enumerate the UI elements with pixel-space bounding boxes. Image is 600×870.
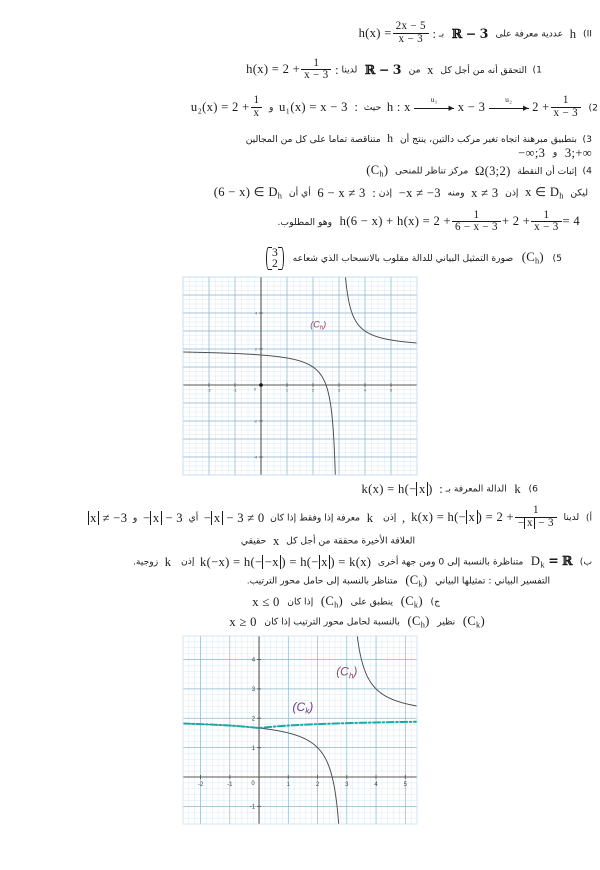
q4-sum-den1: 6 − x − 3 (452, 221, 501, 234)
q6c-curve-k-open: (C (400, 594, 414, 609)
heading-colon: : (432, 26, 437, 41)
q4-proof-sixin-text: (6 − x) ∈ D (213, 184, 278, 199)
q4-proof-line2 (0, 210, 600, 234)
q1-colon: : (335, 63, 339, 78)
q1-text: التحقق أنه من أجل كل (440, 64, 527, 76)
q6c-marker: ج) (430, 596, 440, 608)
q6a-cond3: x ≠ −3 (88, 512, 128, 525)
q2-u2-den: x (251, 107, 263, 120)
q5-vector-top: 3 (271, 245, 279, 259)
q4-sum-den2: x − 3 (531, 221, 561, 234)
svg-text:-1: -1 (227, 782, 233, 789)
q1-var: x (427, 63, 434, 78)
q4-number: 4) (582, 165, 592, 177)
q6b-interp-curve (405, 574, 427, 589)
q2-u2-fraction (251, 95, 263, 119)
q3-interval1: −∞;3 (518, 145, 546, 160)
q2-map-mid: x − 3 (457, 99, 486, 114)
q1-number: 1) (532, 64, 542, 76)
q3-interval2: 3;+∞ (564, 145, 592, 160)
svg-text:2: 2 (312, 388, 314, 393)
q6a-and: و (132, 512, 138, 524)
svg-text:0: 0 (251, 781, 255, 788)
q2-u2-num: 1 (253, 94, 260, 107)
q6c-curve-h-sub: h (334, 600, 339, 610)
q6a-have: لدينا (563, 512, 580, 524)
q6c-line2-curve-k (463, 615, 485, 630)
q6b-interp2-text: متناظر بالنسبة إلى حامل محور الترتيب. (246, 576, 398, 588)
q5-curve-open: (C (521, 250, 535, 265)
q6c-curve-k-sub: k (413, 600, 419, 610)
q1-frac-den: x − 3 (301, 69, 331, 82)
q6c-cond: x ≤ 0 (252, 595, 280, 610)
q5-curve-close: ) (539, 250, 544, 265)
q4-curve-close: ) (383, 163, 389, 178)
q4-proof-so: إذن (378, 187, 393, 199)
q1-formula-lhs: h(x) = 2 + (246, 62, 301, 77)
q4-proof-neq3: x ≠ 3 (471, 185, 499, 200)
q4-sum-num1: 1 (473, 208, 480, 221)
q4-proof-means: أي أن (288, 187, 311, 199)
svg-text:1: 1 (286, 782, 290, 789)
q6a-line (0, 506, 600, 530)
heading-formula-lhs: h(x) = (358, 26, 392, 41)
q2-u2-def (191, 96, 263, 120)
q4-curve-open: (C (366, 163, 380, 178)
svg-text:(Ch): $(C_h)$ (310, 319, 327, 332)
q6b-text: متناظرة بالنسبة إلى 0 ومن جهة أخرى (377, 556, 524, 568)
q1-from: من (408, 64, 421, 76)
svg-text:4: 4 (251, 657, 256, 664)
svg-text:(Ch): $(C_h)$ (336, 664, 358, 681)
q6a-fraction (515, 505, 557, 529)
q6c-line (0, 595, 600, 610)
svg-text:0: 0 (254, 387, 256, 392)
q5-curve-sub: h (534, 256, 540, 266)
q6a-frac-den: − x − 3 (515, 517, 557, 530)
q4-proof-sixminus: 6 − x ≠ 3 (317, 185, 366, 200)
q6c-line2-curve-h (408, 615, 430, 630)
q2-u2-lhs: u₂(x) = 2 + (190, 99, 250, 114)
q4-point: Ω(3;2) (474, 164, 511, 179)
heading-fn: h (569, 26, 577, 41)
heading-frac-den: x − 3 (393, 33, 429, 46)
svg-text:3: 3 (338, 388, 340, 393)
q4-line (0, 164, 600, 179)
q6b-interp-curve-close: ) (422, 573, 428, 588)
q1-domain: ℝ − 3 (364, 62, 401, 78)
q4-proof-line1 (0, 186, 600, 201)
svg-text:4: 4 (364, 388, 366, 393)
q5-vector-brackets (266, 247, 284, 271)
q3-text: بتطبيق مبرهنة اتجاه تغير مركب دالتين، ينتج أن (399, 134, 577, 145)
q4-proof-colon: : (372, 185, 377, 200)
svg-text:-2: -2 (197, 782, 204, 789)
svg-text:-2: -2 (253, 419, 257, 424)
q6b-interp-line (0, 574, 600, 589)
q6a-text: معرفة إذا وفقط إذا كان (270, 512, 361, 524)
q6c-line2-curve-h-open: (C (407, 613, 421, 628)
q6b-fn: k (164, 554, 172, 569)
q6a-comma: , (401, 510, 406, 525)
q2-colon: : (354, 100, 359, 115)
q3-line (0, 134, 600, 146)
q4-sum-frac1 (452, 210, 501, 234)
q6c-line2-curve-k-open: (C (462, 613, 477, 628)
heading-fraction (393, 21, 429, 45)
q6c-applies: ينطبق على (350, 596, 394, 608)
q2-u1-def (279, 101, 348, 114)
svg-text:1: 1 (286, 388, 288, 393)
q6a-frac-num: 1 (532, 504, 539, 517)
q5-number: 5) (552, 252, 562, 264)
q2-map (387, 96, 582, 120)
q6b-interp-curve-sub: k (418, 579, 423, 589)
q3-and: و (552, 147, 558, 159)
q6c-line2-cond: x ≥ 0 (229, 614, 257, 629)
q4-proof-then: إذن (505, 187, 519, 199)
q6a-formula: k(x) = h(− x ) = 2 + $\frac{1}{- x - 3}$ (411, 506, 558, 530)
q4-text: إثبات أن النقطة (517, 165, 577, 177)
q6c-symmetric: نظير (437, 616, 456, 628)
q6c-line2-curve-h-close: ) (425, 613, 430, 628)
q4-sum-frac2 (531, 210, 561, 234)
q6a-line2-text: العلاقة الأخيرة محققة من أجل كل (286, 535, 415, 547)
svg-text:2: 2 (315, 782, 320, 789)
q2-result-num: 1 (562, 94, 569, 107)
q6b-interp-text: التفسير البياني : تمثيلها البياني (435, 576, 550, 588)
q2-arrow-u2-label: u₂ (505, 94, 513, 104)
q2-map-lhs: h : x (386, 99, 411, 114)
svg-text:2: 2 (251, 716, 256, 723)
q2-u1-def-text: u₁(x) = x − 3 (279, 100, 348, 115)
q6c-line2-curve-k-sub: k (476, 620, 481, 629)
q5-curve (522, 251, 544, 266)
q2-where: حيث (363, 102, 382, 114)
q6c-curve-h (321, 595, 343, 610)
q3-fn: h (387, 132, 394, 145)
q6c-wrt: بالنسبة لحامل محور الترتيب إذا كان (264, 616, 400, 628)
svg-text:5: 5 (403, 782, 407, 789)
q3-number: 3) (582, 134, 592, 145)
q6c-line2-curve-k-close: ) (480, 613, 485, 628)
q6b-even: زوجية. (132, 556, 159, 568)
svg-text:-2: -2 (207, 388, 211, 393)
heading-frac-num: 2x − 5 (395, 20, 426, 33)
svg-text:3: 3 (251, 687, 256, 694)
q6b-domain-sub: k (540, 560, 545, 570)
q6-number: 6) (528, 483, 538, 495)
svg-text:(Ck): $(C_k)$ (292, 700, 314, 716)
graph-ch (182, 276, 418, 476)
q4-sum-eq: = 4 (562, 214, 580, 229)
q6a-which: أي (188, 512, 199, 524)
svg-text:4: 4 (374, 782, 378, 789)
q6b-formula: k(−x) = h(− −x ) = h(− x ) = k(x) (200, 554, 372, 569)
q5-vector-bottom: 2 (271, 257, 279, 271)
q6a-cond2: − x − 3 (142, 510, 183, 525)
q1-line (0, 58, 600, 82)
q4-text2: مركز تناظر للمنحى (395, 165, 469, 177)
q2-and: و (268, 102, 274, 114)
graph-ch-ck-container (0, 635, 600, 825)
q2-result-fraction (551, 95, 581, 119)
q6a-line2-var: x (272, 534, 280, 549)
q6-colon: : (439, 482, 444, 497)
graph-ch-ck (182, 635, 418, 825)
q2-result-den: x − 3 (551, 107, 581, 120)
q4-proof-sixin-sub: h (277, 191, 283, 201)
q6b-line (0, 552, 600, 570)
q1-frac-num: 1 (313, 56, 320, 69)
q3-text2: متناقصة تماما على كل من المجالين (245, 134, 381, 145)
q6-formula: k(x) = h(− x ) (361, 482, 433, 497)
heading-text: عددية معرفة على (495, 28, 564, 40)
q3-intervals-line (0, 147, 600, 160)
q6a-fn: k (366, 510, 374, 525)
q6b-domain-lhs: D (530, 553, 541, 568)
q4-proof-xin-sub: h (559, 191, 564, 201)
svg-text:-1: -1 (233, 388, 237, 393)
q6a-line2 (0, 535, 600, 548)
heading-formula (359, 22, 430, 46)
q6b-domain (530, 552, 573, 570)
q4-sum-formula (340, 210, 580, 234)
q4-sum-num2: 1 (543, 208, 550, 221)
q4-proof-andfrom: ومنه (447, 187, 465, 199)
q6a-then: إذن (382, 512, 397, 524)
q6b-interp-curve-open: (C (405, 573, 419, 588)
svg-text:5: 5 (390, 388, 392, 393)
q6a-line2-end: حقيقي (240, 535, 267, 547)
q6-fn: k (514, 482, 521, 497)
q6c-if: إذا كان (287, 596, 314, 608)
q2-arrow-u1-label: u₁ (430, 94, 438, 104)
q4-sum-mid: + 2 + (501, 214, 531, 229)
q6c-curve-h-open: (C (320, 594, 335, 609)
heading-by: بـ (438, 28, 445, 40)
q6c-curve-k-close: ) (418, 594, 423, 609)
q6a-cond1: − x − 3 ≠ 0 (203, 510, 265, 525)
heading-domain: ℝ − 3 (451, 25, 488, 41)
q6c-curve-h-close: ) (338, 594, 344, 609)
q4-conclusion: وهو المطلوب. (277, 216, 333, 228)
q6-line (0, 483, 600, 496)
q4-curve-sub: h (379, 169, 384, 179)
q6c-line2 (0, 615, 600, 630)
q6b-marker: ب) (579, 556, 592, 568)
q1-have: لدينا (341, 64, 358, 76)
q2-arrow-u2: u₂ ▸ (489, 101, 529, 114)
q2-result-lhs: 2 + (532, 99, 550, 114)
q6c-line2-curve-h-sub: h (420, 620, 426, 629)
q6c-curve-k (401, 595, 423, 610)
svg-text:-4: -4 (253, 455, 257, 460)
q4-proof-xin-text: x ∈ D (525, 184, 560, 199)
q4-curve (366, 164, 388, 179)
q4-proof-negneq: −x ≠ −3 (398, 185, 441, 200)
q4-sum-lhs: h(6 − x) + h(x) = 2 + (339, 214, 451, 229)
q2-line (0, 96, 600, 120)
svg-text:3: 3 (345, 782, 349, 789)
svg-text:1: 1 (251, 746, 256, 753)
q6a-marker: أ) (585, 512, 592, 524)
q2-arrow-u1: u₁ ▸ (414, 101, 454, 114)
document-page (0, 22, 600, 870)
q1-fraction (301, 58, 331, 82)
graph-ch-container (0, 276, 600, 476)
q5-vector (264, 247, 286, 271)
svg-text:4: 4 (255, 311, 257, 316)
q4-proof-sixin (214, 186, 283, 201)
q1-formula (246, 58, 332, 82)
q6b-then: إذن (180, 556, 195, 568)
heading-number: II) (582, 28, 592, 40)
q6b-domain-eq: = ℝ (548, 552, 573, 568)
svg-text:2: 2 (255, 347, 257, 352)
q5-text: صورة التمثيل البياني للدالة مقلوب بالانسحاب الذي شعاعه (292, 252, 514, 264)
q5-line (0, 247, 600, 271)
q4-proof-xin (525, 186, 564, 201)
q4-proof-let: ليكن (570, 187, 588, 199)
q6-text: الدالة المعرفة بـ (445, 483, 507, 495)
heading-line (0, 22, 600, 46)
q2-number: 2) (588, 102, 598, 114)
svg-text:-1: -1 (249, 804, 256, 811)
